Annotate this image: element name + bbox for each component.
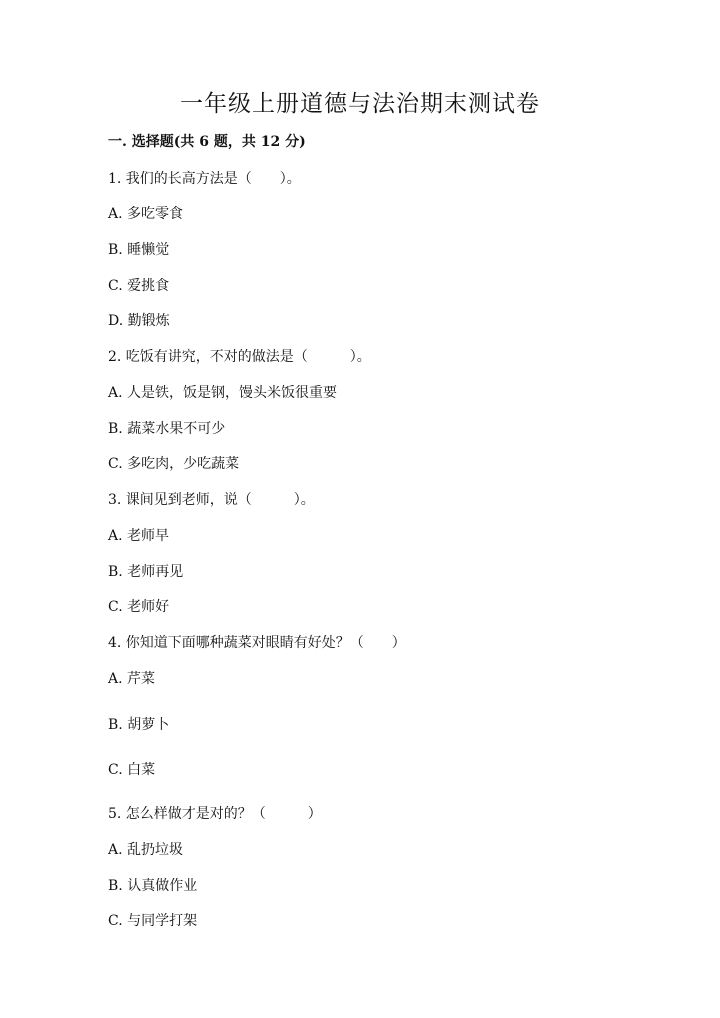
question-stem: 5. 怎么样做才是对的？（ ） [108,806,322,822]
option-a: A. 人是铁，饭是钢，馒头米饭很重要 [108,385,338,401]
option-d: D. 勤锻炼 [108,313,170,329]
option-a: A. 多吃零食 [108,206,184,222]
option-c: C. 老师好 [108,599,170,615]
option-b: B. 蔬菜水果不可少 [108,421,226,437]
option-a: A. 乱扔垃圾 [108,842,184,858]
option-a: A. 老师早 [108,528,170,544]
question-stem: 3. 课间见到老师，说（ ）。 [108,492,315,508]
option-c: C. 与同学打架 [108,913,198,929]
question-stem: 1. 我们的长高方法是（ ）。 [108,171,301,187]
option-c: C. 白菜 [108,762,156,778]
page-title: 一年级上册道德与法治期末测试卷 [180,91,540,117]
option-b: B. 胡萝卜 [108,717,170,733]
option-c: C. 多吃肉，少吃蔬菜 [108,456,240,472]
question-stem: 4. 你知道下面哪种蔬菜对眼睛有好处？（ ） [108,635,406,651]
section-heading: 一. 选择题(共 6 题，共 12 分) [108,134,306,150]
option-b: B. 认真做作业 [108,878,198,894]
option-a: A. 芹菜 [108,671,156,687]
option-b: B. 睡懒觉 [108,242,170,258]
option-b: B. 老师再见 [108,564,184,580]
question-stem: 2. 吃饭有讲究，不对的做法是（ ）。 [108,349,371,365]
option-c: C. 爱挑食 [108,278,170,294]
